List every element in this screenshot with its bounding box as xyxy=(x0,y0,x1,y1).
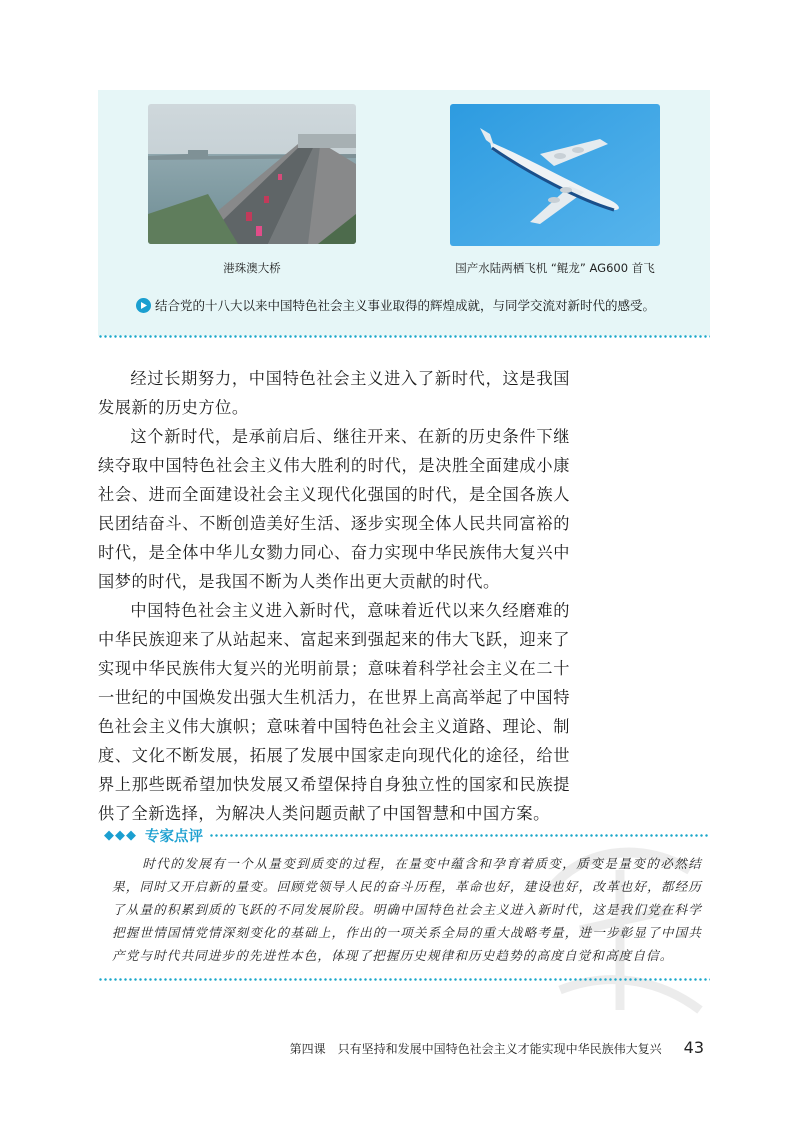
play-arrow-icon xyxy=(136,298,151,313)
divider xyxy=(98,335,710,338)
diamond-icons: ◆◆◆ xyxy=(104,827,137,843)
paragraph: 中国特色社会主义进入新时代，意味着近代以来久经磨难的中华民族迎来了从站起来、富起来到强起来的伟大飞跃，迎来了实现中华民族伟大复兴的光明前景；意味着科学社会主义在二十一世纪的中国焕发出强大生机活力，在世界上高高举起了中国特色社会主义伟大旗帜；意味着中国特色社会主义道路、理论、制度、文化不断发展，拓展了发展中国家走向现代化的途径，给世界上那些既希望加快发展又希望保持自身独立性的国家和民族提供了全新选择，为解决人类问题贡献了中国智慧和中国方案。 xyxy=(98,601,570,823)
expert-comment-header xyxy=(98,824,710,846)
expert-comment-body xyxy=(112,852,702,967)
expert-comment-text: 时代的发展有一个从量变到质变的过程，在量变中蕴含和孕育着质变，质变是量变的必然结果，同时又开启新的量变。回顾党领导人民的奋斗历程，革命也好，建设也好，改革也好，都经历了从量的积累到质的飞跃的不同发展阶段。明确中国特色社会主义进入新时代，这是我们党在科学把握世情国情党情深刻变化的基础上，作出的一项关系全局的重大战略考量，进一步彰显了中国共产党与时代共同进步的先进性本色，体现了把握历史规律和历史趋势的高度自觉和高度自信。 xyxy=(112,856,702,963)
page-footer xyxy=(290,1038,704,1057)
lesson-number: 第四课 xyxy=(289,1042,326,1056)
photo-caption: 国产水陆两栖飞机 “鲲龙” AG600 首飞 xyxy=(455,261,655,275)
expert-comment-title: 专家点评 xyxy=(145,828,203,845)
prompt-text: 结合党的十八大以来中国特色社会主义事业取得的辉煌成就，与同学交流对新时代的感受。 xyxy=(155,298,656,313)
lesson-title: 只有坚持和发展中国特色社会主义才能实现中华民族伟大复兴 xyxy=(337,1042,662,1056)
paragraph: 经过长期努力，中国特色社会主义进入了新时代，这是我国发展新的历史方位。 xyxy=(98,369,570,417)
divider xyxy=(209,834,710,837)
bridge-photo xyxy=(148,104,356,244)
main-text xyxy=(98,364,570,828)
paragraph: 这个新时代，是承前启后、继往开来、在新的历史条件下继续夺取中国特色社会主义伟大胜利的时代，是决胜全面建成小康社会、进而全面建设社会主义现代化强国的时代，是全国各族人民团结奋斗、不断创造美好生活、逐步实现全体人民共同富裕的时代，是全体中华儿女勠力同心、奋力实现中华民族伟大复兴中国梦的时代，是我国不断为人类作出更大贡献的时代。 xyxy=(98,427,570,591)
discussion-prompt xyxy=(136,296,706,314)
page-number: 43 xyxy=(683,1038,704,1057)
activity-box xyxy=(98,90,710,336)
seaplane-photo xyxy=(450,104,660,246)
photo-caption: 港珠澳大桥 xyxy=(223,261,281,275)
divider xyxy=(98,978,710,981)
